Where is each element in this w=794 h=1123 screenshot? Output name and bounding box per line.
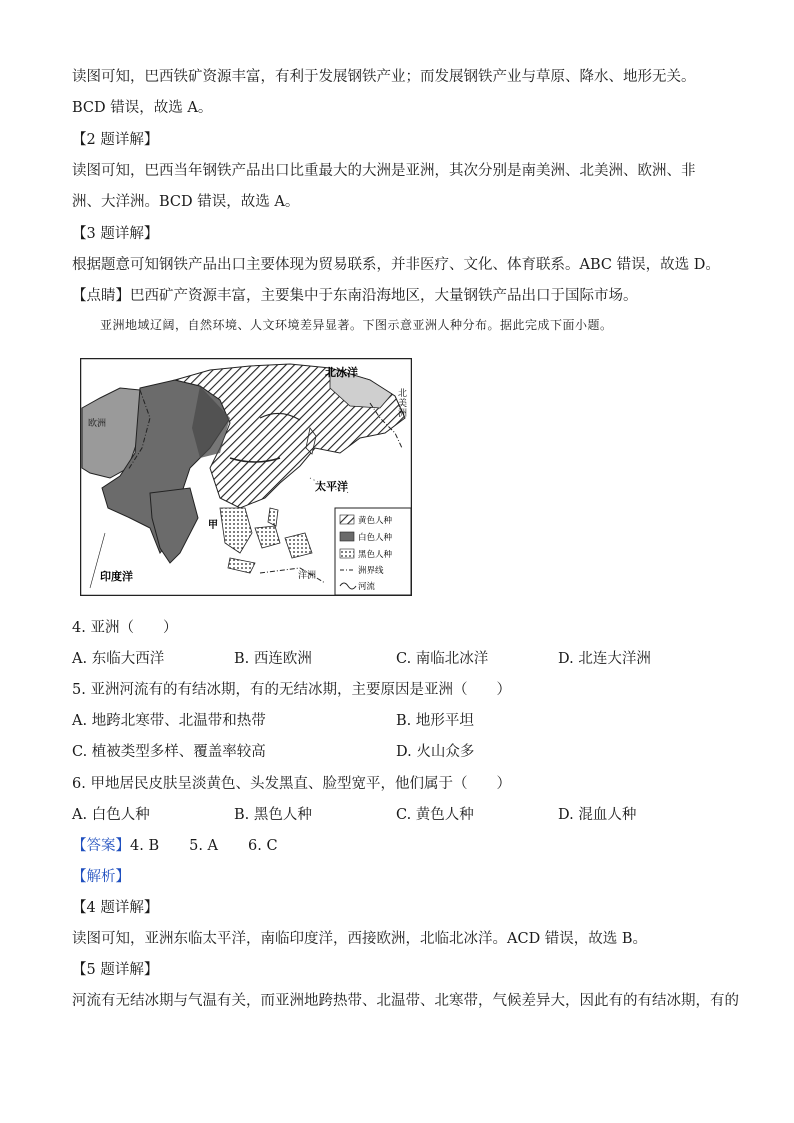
question-4-option-b: B. 西连欧洲 <box>234 651 312 667</box>
legend-swatch-white <box>340 532 354 541</box>
answer-label: 【答案】 <box>72 838 130 854</box>
legend-yellow: 黄色人种 <box>358 516 393 526</box>
answer-4: 4. B <box>130 838 160 854</box>
label-north-america-3: 洲 <box>398 409 408 419</box>
question-5-option-b: B. 地形平坦 <box>396 713 474 729</box>
question-5-option-a: A. 地跨北寒带、北温带和热带 <box>72 713 266 729</box>
label-oceania: 洋洲 <box>298 571 317 581</box>
question-4-option-c: C. 南临北冰洋 <box>396 651 489 667</box>
question-4-stem: 4. 亚洲（ ） <box>72 620 178 636</box>
map-caption: 亚洲地域辽阔，自然环境、人文环境差异显著。下图示意亚洲人种分布。据此完成下面小题。 <box>100 318 613 332</box>
map-legend <box>335 508 411 595</box>
paragraph-q5-explanation: 河流有无结冰期与气温有关，而亚洲地跨热带、北温带、北寒带，气候差异大，因此有的有结冰期，有的 <box>72 993 739 1009</box>
answer-5: 5. A <box>189 838 219 854</box>
answer-6: 6. C <box>248 838 278 854</box>
paragraph-q4-explanation: 读图可知，亚洲东临太平洋，南临印度洋，西接欧洲，北临北冰洋。ACD 错误，故选 B。 <box>72 931 648 947</box>
paragraph-q1-explanation: 读图可知，巴西铁矿资源丰富，有利于发展钢铁产业；而发展钢铁产业与草原、降水、地形无关。BCD 错误，故选 A。 <box>72 69 696 116</box>
legend-white: 白色人种 <box>358 533 393 543</box>
answer-line <box>72 836 278 856</box>
label-north-america-1: 北 <box>398 389 408 399</box>
label-arctic-ocean: 北冰洋 <box>325 366 358 379</box>
legend-river: 河流 <box>358 582 376 592</box>
tip-line <box>72 286 638 306</box>
label-europe: 欧洲 <box>88 419 107 429</box>
paragraph-q3-explanation: 根据题意可知钢铁产品出口主要体现为贸易联系，并非医疗、文化、体育联系。ABC 错误，故选 D。 <box>72 257 720 273</box>
heading-q2-detail: 【2 题详解】 <box>72 132 159 148</box>
question-5-option-d: D. 火山众多 <box>396 744 475 760</box>
legend-swatch-black <box>340 549 354 558</box>
question-6-option-b: B. 黑色人种 <box>234 807 312 823</box>
legend-boundary: 洲界线 <box>358 566 384 576</box>
legend-swatch-yellow <box>340 515 354 524</box>
label-pacific-ocean: 太平洋 <box>315 480 348 493</box>
question-6-option-a: A. 白色人种 <box>72 807 150 823</box>
analysis-label: 【解析】 <box>72 869 130 885</box>
tip-label: 【点睛】 <box>72 288 130 304</box>
asia-race-map <box>80 358 412 596</box>
heading-q5-detail: 【5 题详解】 <box>72 962 159 978</box>
heading-q3-detail: 【3 题详解】 <box>72 226 159 242</box>
label-north-america-2: 美 <box>398 399 408 409</box>
question-4-option-a: A. 东临大西洋 <box>72 651 165 667</box>
label-indian-ocean: 印度洋 <box>100 570 133 583</box>
tip-text: 巴西矿产资源丰富，主要集中于东南沿海地区，大量钢铁产品出口于国际市场。 <box>130 288 638 304</box>
paragraph-q2-explanation: 读图可知，巴西当年钢铁产品出口比重最大的大洲是亚洲，其次分别是南美洲、北美洲、欧洲、非洲、大洋洲。BCD 错误，故选 A。 <box>72 163 696 210</box>
question-4-option-d: D. 北连大洋洲 <box>558 651 651 667</box>
heading-q4-detail: 【4 题详解】 <box>72 900 159 916</box>
question-5-option-c: C. 植被类型多样、覆盖率较高 <box>72 744 266 760</box>
legend-black: 黑色人种 <box>358 550 393 560</box>
label-jia: 甲 <box>208 520 218 531</box>
question-6-stem: 6. 甲地居民皮肤呈淡黄色、头发黑直、脸型宽平，他们属于（ ） <box>72 776 511 792</box>
question-5-stem: 5. 亚洲河流有的有结冰期，有的无结冰期，主要原因是亚洲（ ） <box>72 682 511 698</box>
question-6-option-d: D. 混血人种 <box>558 807 637 823</box>
question-6-option-c: C. 黄色人种 <box>396 807 474 823</box>
